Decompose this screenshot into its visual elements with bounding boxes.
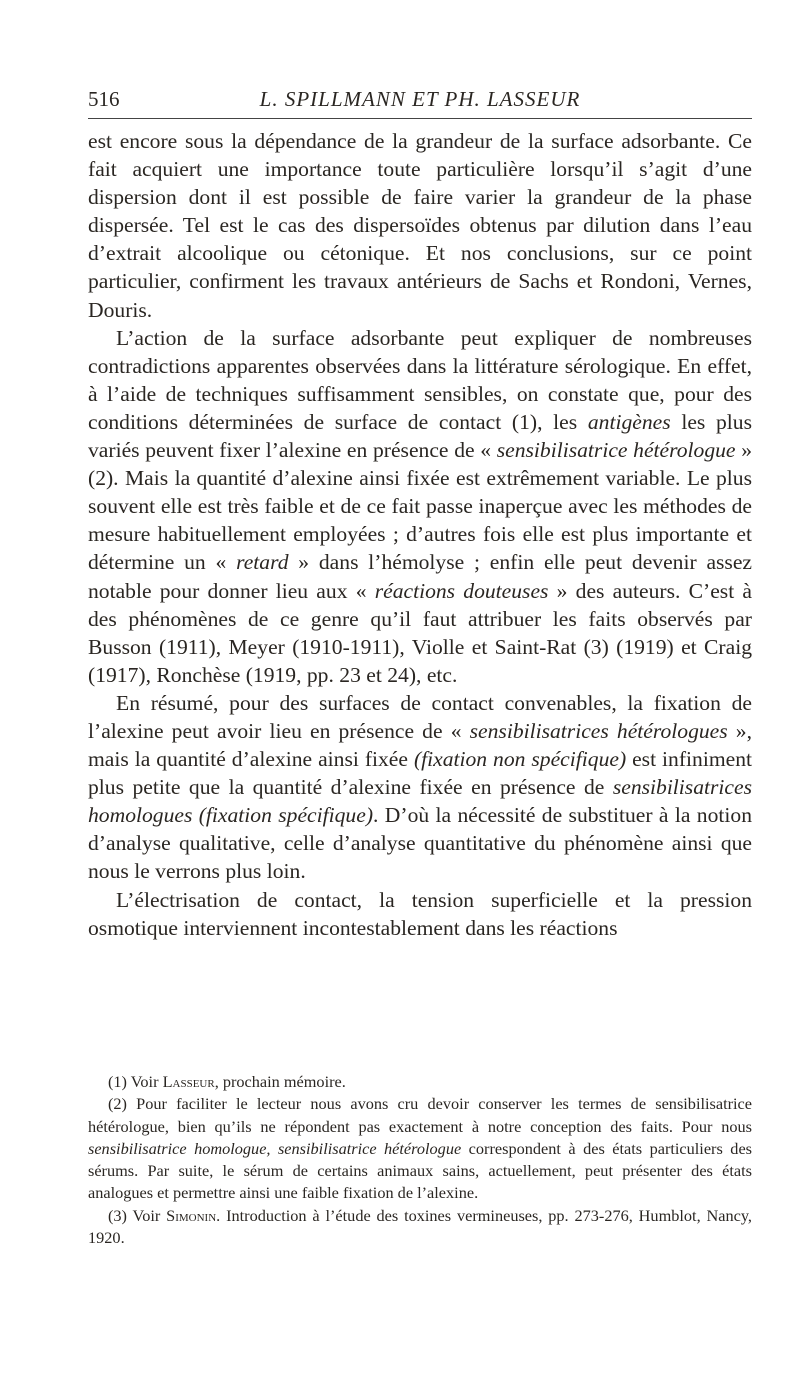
text-run: En résumé, pour des surfaces de contact convenables, la fixation de l’alexine peut avoir lieu en présence de «: [88, 690, 752, 743]
italic-run: sensibilisatrice homologue, sensibilisatrice hétérologue: [88, 1138, 462, 1158]
italic-run: sensibilisatrices hétérologues: [469, 718, 728, 743]
footnotes: [88, 1071, 752, 1249]
running-title: L. SPILLMANN ET PH. LASSEUR: [259, 87, 581, 111]
text-run: » dans l’hémolyse ; enfin elle peut devenir assez notable pour donner lieu aux «: [88, 550, 752, 603]
text-run: L’action de la surface adsorbante peut expliquer de nombreuses contradictions apparentes observées dans la littérature sérologique. En effet, à l’aide de techniques suffisamment sensibles, on constate que, pour des conditions déterminées de surface de contact (1), les: [88, 325, 752, 434]
text-run: (1) Voir: [108, 1072, 163, 1091]
author-name: Lasseur: [162, 1072, 215, 1091]
italic-run: réactions douteuses: [374, 578, 549, 603]
italic-run: sensibilisatrices homologues (fixation spécifique): [88, 775, 752, 828]
text-run: (3) Voir: [108, 1205, 167, 1225]
footnote-2: [88, 1093, 752, 1204]
page-header: [88, 84, 752, 114]
text-run: » des auteurs. C’est à des phénomènes de ce genre qu’il faut attribuer les faits observés par Busson (1911), Meyer (1910-1911), Violle et Saint-Rat (3) (1919) et Craig (1917), Ronchèse (1919, pp. 23 et 24), etc.: [88, 578, 752, 687]
paragraph-3: [88, 689, 752, 886]
text-run: » (2). Mais la quantité d’alexine ainsi fixée est extrêmement variable. Le plus souvent elle est très faible et de ce fait passe inaperçue avec les méthodes de mesure habituellement employées ; d’autres fois elle est plus importante et détermine un «: [88, 438, 752, 575]
text-run: correspondent à des états particuliers des sérums. Par suite, le sérum de certains animaux sains, actuellement, peut présenter des états analogues et permettre ainsi une faible fixation de l’alexine.: [88, 1138, 753, 1203]
italic-run: retard: [236, 550, 289, 575]
italic-run: (fixation non spécifique): [413, 747, 627, 772]
text-run: les plus variés peuvent fixer l’alexine en présence de «: [88, 409, 752, 463]
text-run: . Introduction à l’étude des toxines vermineuses, pp. 273-276, Humblot, Nancy, 1920.: [88, 1205, 752, 1248]
main-text: [88, 127, 752, 942]
paragraph-2: [88, 324, 752, 689]
text-run: , prochain mémoire.: [214, 1072, 346, 1091]
text-run: », mais la quantité d’alexine ainsi fixée: [88, 718, 753, 772]
italic-run: sensibilisatrice hétérologue: [496, 438, 736, 463]
page-number: 516: [88, 87, 120, 111]
italic-run: antigènes: [587, 409, 671, 434]
paragraph-4: L’électrisation de contact, la tension superficielle et la pression osmotique interviennent incontestablement dans les réactions: [88, 887, 752, 940]
footnote-1: [88, 1071, 752, 1093]
paragraph-1: est encore sous la dépendance de la grandeur de la surface adsorbante. Ce fait acquiert une importance toute particulière lorsqu’il s’agit d’une dispersion dont il est possible de faire varier la grandeur de la phase dispersée. Tel est le cas des dispersoïdes obtenus par dilution dans l’eau d’extrait alcoolique ou cétonique. Et nos conclusions, sur ce point particulier, confirment les travaux antérieurs de Sachs et Rondoni, Vernes, Douris.: [88, 129, 752, 322]
header-rule: [88, 118, 752, 119]
footnote-3: [88, 1205, 752, 1250]
author-name: Simonin: [166, 1205, 217, 1225]
text-run: est infiniment plus petite que la quantité d’alexine fixée en présence de: [88, 747, 752, 800]
text-run: (2) Pour faciliter le lecteur nous avons cru devoir conserver les termes de sensibilisatrice hétérologue, bien qu’ils ne répondent pas exactement à notre conception des faits. Pour nous: [88, 1094, 752, 1136]
text-run: . D’où la nécessité de substituer à la notion d’analyse qualitative, celle d’analyse quantitative du phénomène ainsi que nous le verrons plus loin.: [88, 803, 752, 884]
